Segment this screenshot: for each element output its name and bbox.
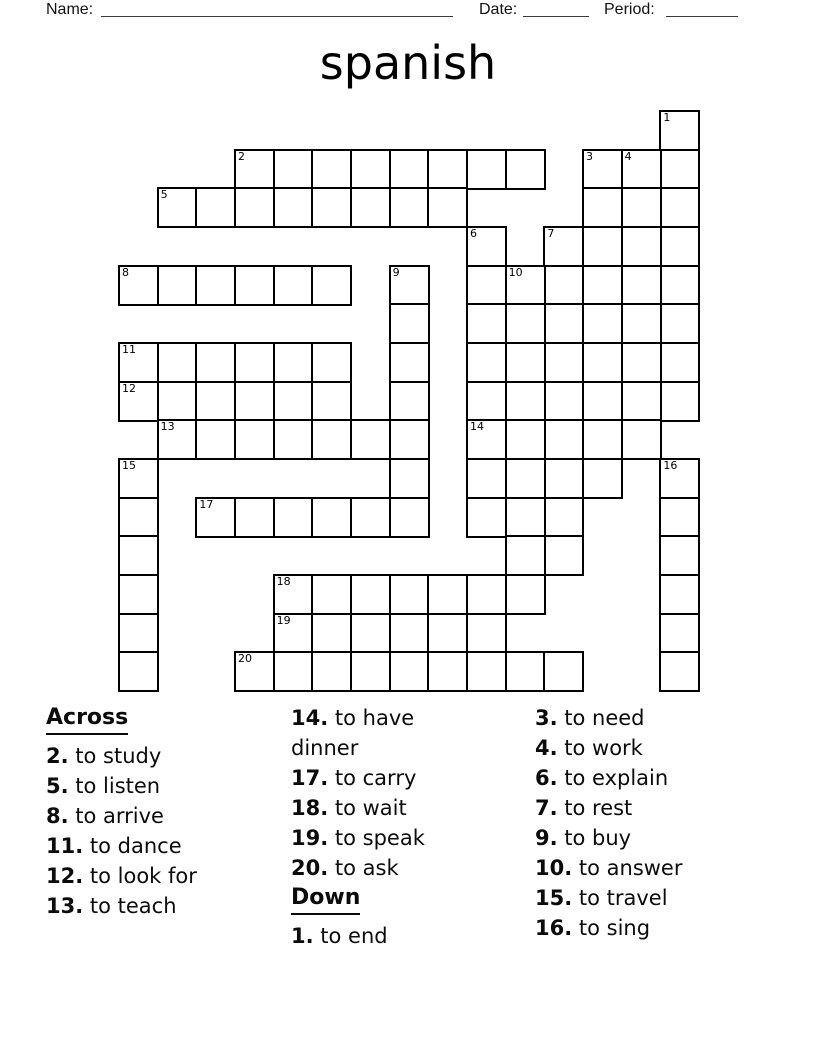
clue-text: to travel: [572, 886, 668, 910]
grid-cell[interactable]: [466, 265, 507, 306]
grid-cell[interactable]: [311, 651, 352, 692]
clue-number: 10.: [535, 856, 573, 880]
grid-cell[interactable]: [118, 651, 159, 692]
grid-cell[interactable]: [582, 342, 623, 383]
grid-cell[interactable]: [582, 265, 623, 306]
clue-column: [535, 703, 797, 943]
grid-cell[interactable]: [659, 187, 700, 228]
grid-cell[interactable]: [466, 497, 507, 538]
grid-cell[interactable]: [582, 187, 623, 228]
grid-cell[interactable]: [273, 381, 314, 422]
grid-cell[interactable]: [505, 303, 546, 344]
grid-cell[interactable]: [273, 187, 314, 228]
clue-text: to rest: [557, 796, 633, 820]
grid-cell[interactable]: [466, 419, 507, 460]
clue-text: to speak: [328, 826, 425, 850]
grid-cell[interactable]: [543, 497, 584, 538]
clue-item: [291, 703, 453, 763]
grid-cell[interactable]: [311, 265, 352, 306]
grid-cell[interactable]: [466, 574, 507, 615]
clue-number: 3.: [535, 706, 558, 730]
grid-cell[interactable]: [659, 303, 700, 344]
clue-number: 11.: [46, 834, 84, 858]
grid-cell[interactable]: [621, 187, 662, 228]
grid-cell[interactable]: [389, 497, 430, 538]
grid-cell[interactable]: [311, 149, 352, 190]
clue-item: [535, 763, 797, 793]
clue-number: 7.: [535, 796, 558, 820]
grid-cell[interactable]: [234, 342, 275, 383]
grid-cell[interactable]: [234, 265, 275, 306]
grid-cell[interactable]: [195, 187, 236, 228]
grid-cell[interactable]: [389, 613, 430, 654]
grid-cell[interactable]: [466, 381, 507, 422]
grid-cell[interactable]: [311, 419, 352, 460]
grid-cell[interactable]: [157, 265, 198, 306]
grid-cell[interactable]: [350, 574, 391, 615]
grid-cell[interactable]: [389, 419, 430, 460]
clue-text: to listen: [68, 774, 161, 798]
clue-text: to arrive: [68, 804, 164, 828]
grid-cell[interactable]: [582, 149, 623, 190]
cell-number: 13: [160, 420, 175, 434]
clue-number: 2.: [46, 744, 69, 768]
grid-cell[interactable]: [427, 149, 468, 190]
grid-cell[interactable]: [466, 651, 507, 692]
clue-item: [46, 771, 291, 801]
clue-text: to dance: [83, 834, 182, 858]
grid-cell[interactable]: [466, 458, 507, 499]
grid-cell[interactable]: [543, 651, 584, 692]
clue-number: 15.: [535, 886, 573, 910]
grid-cell[interactable]: [234, 187, 275, 228]
clue-text: to have dinner: [291, 706, 415, 760]
grid-cell[interactable]: [311, 613, 352, 654]
clue-text: to teach: [83, 894, 177, 918]
grid-cell[interactable]: [505, 419, 546, 460]
clue-number: 17.: [291, 766, 329, 790]
grid-cell[interactable]: [621, 226, 662, 267]
grid-cell[interactable]: [659, 535, 700, 576]
grid-cell[interactable]: [350, 149, 391, 190]
grid-cell[interactable]: [505, 342, 546, 383]
grid-cell[interactable]: [118, 381, 159, 422]
grid-cell[interactable]: [311, 381, 352, 422]
clue-item: [46, 801, 291, 831]
clue-item: [291, 853, 453, 883]
grid-cell[interactable]: [659, 574, 700, 615]
grid-cell[interactable]: [118, 265, 159, 306]
clue-number: 14.: [291, 706, 329, 730]
grid-cell[interactable]: [350, 651, 391, 692]
cell-number: 6: [470, 227, 477, 240]
cell-number: 18: [276, 575, 291, 588]
grid-cell[interactable]: [118, 613, 159, 654]
grid-cell[interactable]: [659, 497, 700, 538]
grid-cell[interactable]: [118, 342, 159, 383]
clue-number: 12.: [46, 864, 84, 888]
grid-cell[interactable]: [659, 226, 700, 267]
clue-item: [535, 823, 797, 853]
clue-item: [535, 793, 797, 823]
clue-item: [46, 891, 291, 921]
grid-cell[interactable]: [621, 419, 662, 460]
clue-number: 1.: [291, 924, 314, 948]
clue-text: to look for: [83, 864, 197, 888]
grid-cell[interactable]: [234, 497, 275, 538]
name-label: Name:: [46, 1, 94, 18]
grid-cell[interactable]: [389, 574, 430, 615]
grid-cell[interactable]: [505, 149, 546, 190]
grid-cell[interactable]: [659, 613, 700, 654]
grid-cell[interactable]: [505, 651, 546, 692]
grid-cell[interactable]: [427, 187, 468, 228]
clue-heading-text: Across: [46, 703, 128, 735]
grid-cell[interactable]: [582, 419, 623, 460]
grid-cell[interactable]: [505, 265, 546, 306]
clue-text: to study: [68, 744, 162, 768]
clue-text: to need: [557, 706, 645, 730]
clue-number: 9.: [535, 826, 558, 850]
grid-cell[interactable]: [389, 303, 430, 344]
grid-cell[interactable]: [659, 651, 700, 692]
grid-cell[interactable]: [543, 381, 584, 422]
grid-cell[interactable]: [195, 419, 236, 460]
grid-cell[interactable]: [466, 226, 507, 267]
clue-text: to answer: [572, 856, 683, 880]
clue-heading-across: [46, 703, 291, 735]
grid-cell[interactable]: [273, 265, 314, 306]
cell-number: 1: [663, 111, 671, 124]
grid-cell[interactable]: [543, 342, 584, 383]
grid-cell[interactable]: [157, 342, 198, 383]
grid-cell[interactable]: [427, 574, 468, 615]
grid-cell[interactable]: [195, 497, 236, 538]
cell-number: 10: [508, 265, 523, 279]
grid-cell[interactable]: [543, 265, 584, 306]
clue-number: 19.: [291, 826, 329, 850]
grid-cell[interactable]: [582, 381, 623, 422]
grid-cell[interactable]: [195, 265, 236, 306]
clue-item: [535, 733, 797, 763]
clue-text: to work: [557, 736, 643, 760]
grid-cell[interactable]: [157, 419, 198, 460]
grid-cell[interactable]: [543, 303, 584, 344]
grid-cell[interactable]: [659, 110, 700, 151]
grid-cell[interactable]: [621, 265, 662, 306]
clue-text: to sing: [572, 916, 651, 940]
grid-cell[interactable]: [311, 187, 352, 228]
grid-cell[interactable]: [505, 574, 546, 615]
grid-cell[interactable]: [505, 381, 546, 422]
clue-item: [535, 853, 797, 883]
grid-cell[interactable]: [234, 419, 275, 460]
grid-cell[interactable]: [234, 651, 275, 692]
grid-cell[interactable]: [659, 149, 700, 190]
grid-cell[interactable]: [505, 458, 546, 499]
clue-number: 8.: [46, 804, 69, 828]
grid-cell[interactable]: [389, 342, 430, 383]
clue-text: to explain: [557, 766, 669, 790]
clue-item: [291, 823, 453, 853]
clue-number: 16.: [535, 916, 573, 940]
grid-cell[interactable]: [234, 149, 275, 190]
grid-cell[interactable]: [389, 381, 430, 422]
grid-cell[interactable]: [118, 458, 159, 499]
clue-column: [46, 703, 291, 921]
grid-cell[interactable]: [466, 613, 507, 654]
grid-cell[interactable]: [543, 419, 584, 460]
grid-cell[interactable]: [427, 651, 468, 692]
grid-cell[interactable]: [195, 381, 236, 422]
grid-cell[interactable]: [273, 613, 314, 654]
grid-cell[interactable]: [582, 226, 623, 267]
grid-cell[interactable]: [659, 342, 700, 383]
cell-number: 15: [122, 459, 136, 472]
cell-number: 16: [663, 459, 678, 472]
clue-text: to wait: [328, 796, 407, 820]
grid-cell[interactable]: [350, 187, 391, 228]
page-title: spanish: [319, 36, 497, 90]
grid-cell[interactable]: [195, 342, 236, 383]
cell-number: 17: [199, 497, 214, 511]
grid-cell[interactable]: [621, 381, 662, 422]
clue-item: [535, 913, 797, 943]
grid-cell[interactable]: [621, 149, 662, 190]
grid-cell[interactable]: [118, 574, 159, 615]
grid-cell[interactable]: [582, 458, 623, 499]
clue-item: [46, 861, 291, 891]
cell-number: 12: [122, 381, 136, 395]
clue-text: to ask: [328, 856, 399, 880]
cell-number: 4: [624, 149, 632, 163]
grid-cell[interactable]: [273, 574, 314, 615]
grid-cell[interactable]: [466, 303, 507, 344]
grid-cell[interactable]: [273, 419, 314, 460]
clue-text: to carry: [328, 766, 417, 790]
clue-item: [46, 831, 291, 861]
clue-number: 4.: [535, 736, 558, 760]
grid-cell[interactable]: [389, 458, 430, 499]
grid-cell[interactable]: [157, 381, 198, 422]
grid-cell[interactable]: [659, 265, 700, 306]
grid-cell[interactable]: [273, 497, 314, 538]
clue-heading-text: Down: [291, 883, 360, 915]
grid-cell[interactable]: [427, 613, 468, 654]
grid-cell[interactable]: [157, 187, 198, 228]
cell-number: 19: [276, 613, 291, 627]
cell-number: 11: [122, 343, 136, 356]
grid-cell[interactable]: [659, 381, 700, 422]
grid-cell[interactable]: [659, 458, 700, 499]
clue-item: [535, 883, 797, 913]
clue-number: 6.: [535, 766, 558, 790]
grid-cell[interactable]: [466, 342, 507, 383]
clue-number: 5.: [46, 774, 69, 798]
clue-column: [291, 703, 453, 951]
clue-item: [46, 741, 291, 771]
grid-cell[interactable]: [118, 497, 159, 538]
grid-cell[interactable]: [543, 535, 584, 576]
grid-cell[interactable]: [350, 497, 391, 538]
cell-number: 8: [122, 265, 129, 279]
cell-number: 7: [547, 227, 555, 240]
grid-cell[interactable]: [311, 574, 352, 615]
grid-cell[interactable]: [311, 497, 352, 538]
grid-cell[interactable]: [273, 651, 314, 692]
grid-cell[interactable]: [350, 419, 391, 460]
cell-number: 9: [392, 265, 400, 279]
clue-number: 13.: [46, 894, 84, 918]
grid-cell[interactable]: [505, 497, 546, 538]
grid-cell[interactable]: [621, 303, 662, 344]
grid-cell[interactable]: [234, 381, 275, 422]
grid-cell[interactable]: [621, 342, 662, 383]
grid-cell[interactable]: [311, 342, 352, 383]
period-label: Period:: [604, 1, 655, 18]
grid-cell[interactable]: [118, 535, 159, 576]
grid-cell[interactable]: [389, 651, 430, 692]
date-label: Date:: [479, 1, 518, 18]
grid-cell[interactable]: [543, 226, 584, 267]
grid-cell[interactable]: [389, 149, 430, 190]
grid-cell[interactable]: [273, 149, 314, 190]
clue-heading-down: [291, 883, 453, 915]
cell-number: 5: [160, 188, 168, 202]
grid-cell[interactable]: [389, 187, 430, 228]
clue-number: 18.: [291, 796, 329, 820]
grid-cell[interactable]: [350, 613, 391, 654]
grid-cell[interactable]: [273, 342, 314, 383]
clue-item: [291, 793, 453, 823]
clue-item: [291, 763, 453, 793]
grid-cell[interactable]: [389, 265, 430, 306]
cell-number: 3: [586, 149, 593, 163]
grid-cell[interactable]: [543, 458, 584, 499]
clue-number: 20.: [291, 856, 329, 880]
grid-cell[interactable]: [466, 149, 507, 190]
grid-cell[interactable]: [582, 303, 623, 344]
cell-number: 2: [238, 149, 245, 163]
clue-item: [535, 703, 797, 733]
clue-item: [291, 921, 453, 951]
clue-text: to buy: [557, 826, 632, 850]
grid-cell[interactable]: [505, 535, 546, 576]
clue-text: to end: [313, 924, 388, 948]
cell-number: 20: [238, 652, 252, 666]
cell-number: 14: [470, 420, 484, 434]
